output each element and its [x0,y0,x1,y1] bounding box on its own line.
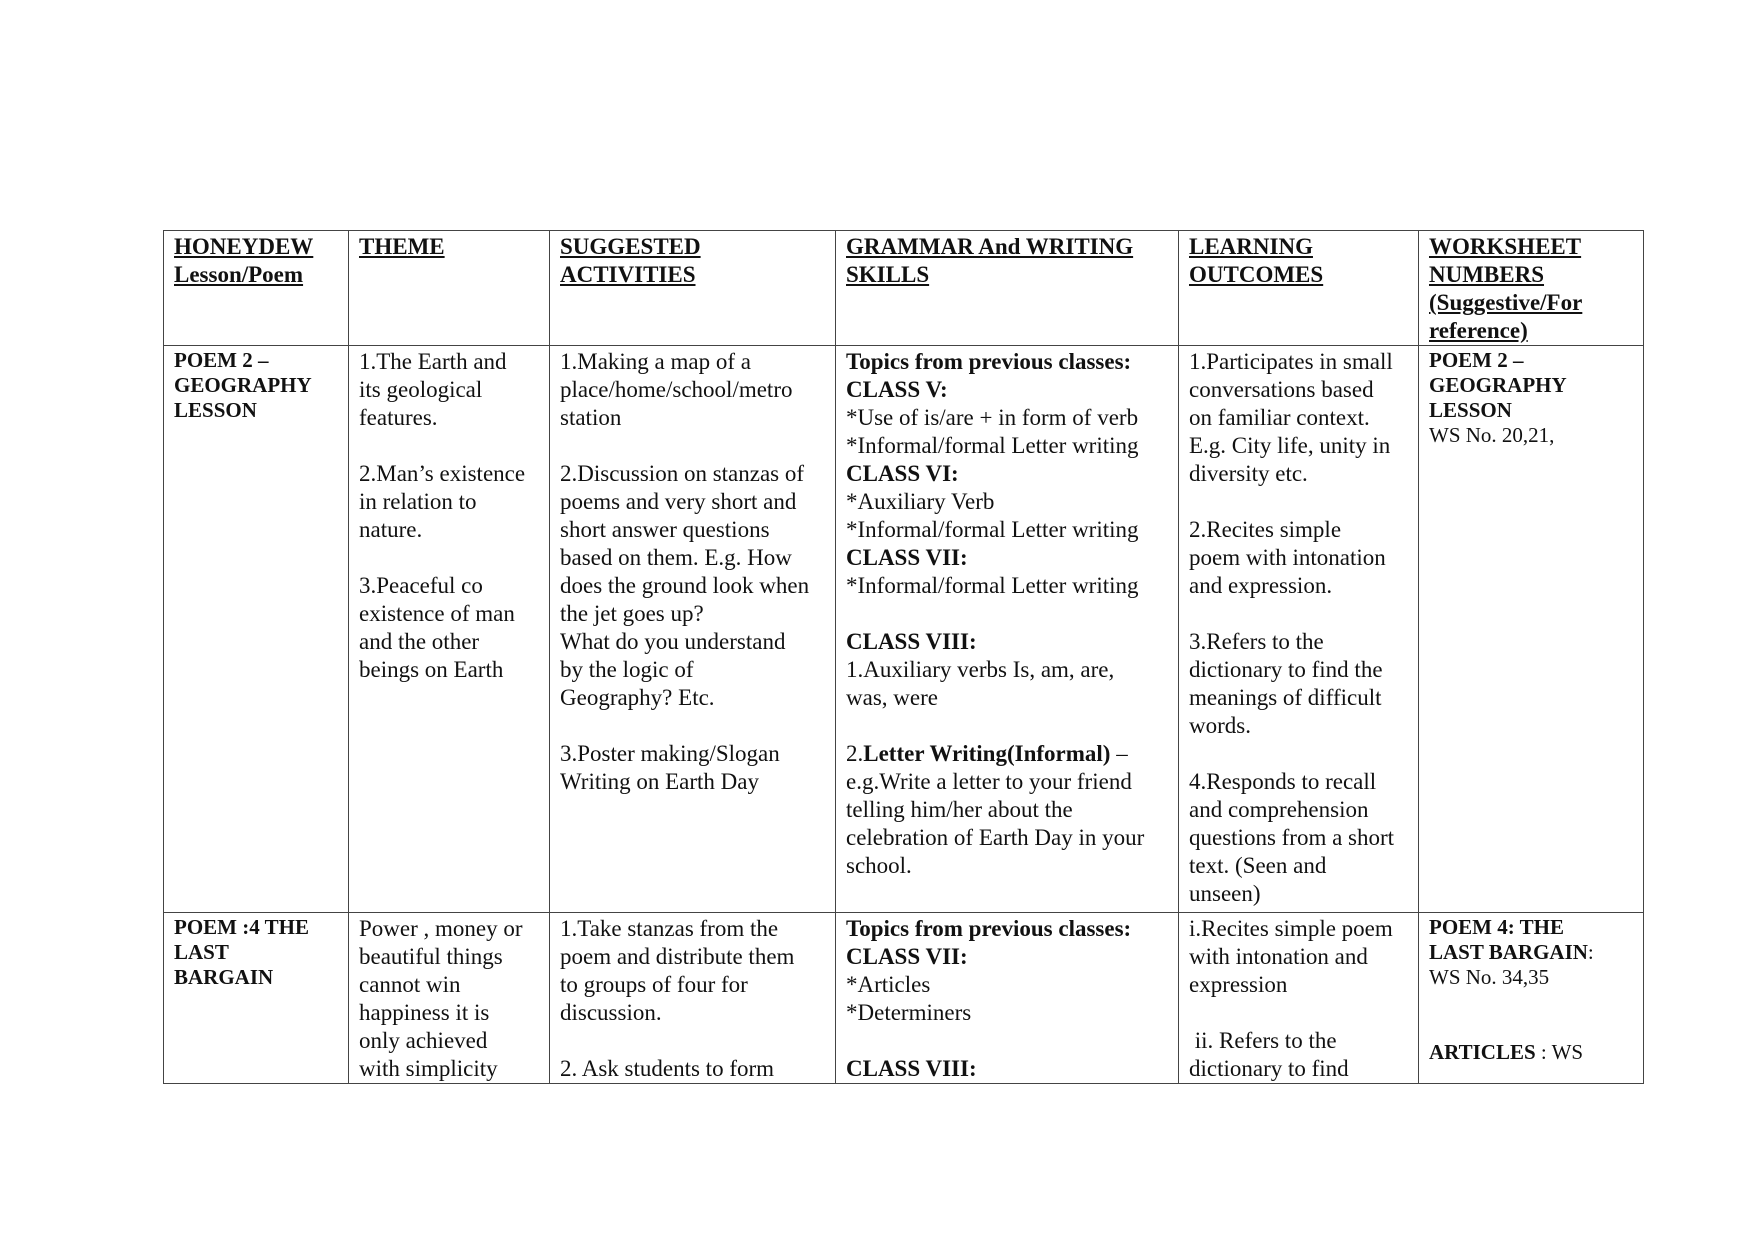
row2-lesson: POEM :4 THE LAST BARGAIN [164,913,349,1084]
lesson-plan-table [163,230,1644,1084]
row1-theme: 1.The Earth and its geological features. 2.Man’s existence in relation to nature. 3.Peaceful co existence of man and the other beings on Earth [349,346,550,913]
table-row [164,913,1644,1084]
header-activities: SUGGESTED ACTIVITIES [550,231,836,346]
row1-grammar: Topics from previous classes: CLASS V: *Use of is/are + in form of verb *Informal/formal Letter writing CLASS VI: *Auxiliary Verb *Informal/formal Letter writing CLASS VII: *Informal/formal Letter writing CLASS VIII: 1.Auxiliary verbs Is, am, are, was, were 2.Letter Writing(Informal) – e.g.Write a letter to your friend telling him/her about the celebration of Earth Day in your school. [836,346,1179,913]
header-grammar: GRAMMAR And WRITING SKILLS [836,231,1179,346]
row2-activities: 1.Take stanzas from the poem and distribute them to groups of four for discussion. 2. Ask students to form [550,913,836,1084]
row1-worksheet: POEM 2 – GEOGRAPHY LESSON WS No. 20,21, [1419,346,1644,913]
row2-grammar: Topics from previous classes: CLASS VII: *Articles *Determiners CLASS VIII: [836,913,1179,1084]
header-theme: THEME [349,231,550,346]
header-row [164,231,1644,346]
row1-outcomes: 1.Participates in small conversations based on familiar context. E.g. City life, unity in diversity etc. 2.Recites simple poem with intonation and expression. 3.Refers to the dictionary to find the meanings of difficult words. 4.Responds to recall and comprehension questions from a short text. (Seen and unseen) [1179,346,1419,913]
row1-activities: 1.Making a map of a place/home/school/metro station 2.Discussion on stanzas of poems and very short and short answer questions based on them. E.g. How does the ground look when the jet goes up? What do you understand by the logic of Geography? Etc. 3.Poster making/Slogan Writing on Earth Day [550,346,836,913]
letter-writing-heading: 2.Letter Writing(Informal) – [846,741,1128,766]
row2-theme: Power , money or beautiful things cannot win happiness it is only achieved with simplicity [349,913,550,1084]
header-worksheet: WORKSHEET NUMBERS (Suggestive/For reference) [1419,231,1644,346]
row2-outcomes: i.Recites simple poem with intonation and expression ii. Refers to the dictionary to find [1179,913,1419,1084]
header-outcomes: LEARNING OUTCOMES [1179,231,1419,346]
header-lesson: HONEYDEW Lesson/Poem [164,231,349,346]
row2-worksheet: POEM 4: THE LAST BARGAIN: WS No. 34,35 ARTICLES : WS [1419,913,1644,1084]
table-row [164,346,1644,913]
row1-lesson: POEM 2 – GEOGRAPHY LESSON [164,346,349,913]
